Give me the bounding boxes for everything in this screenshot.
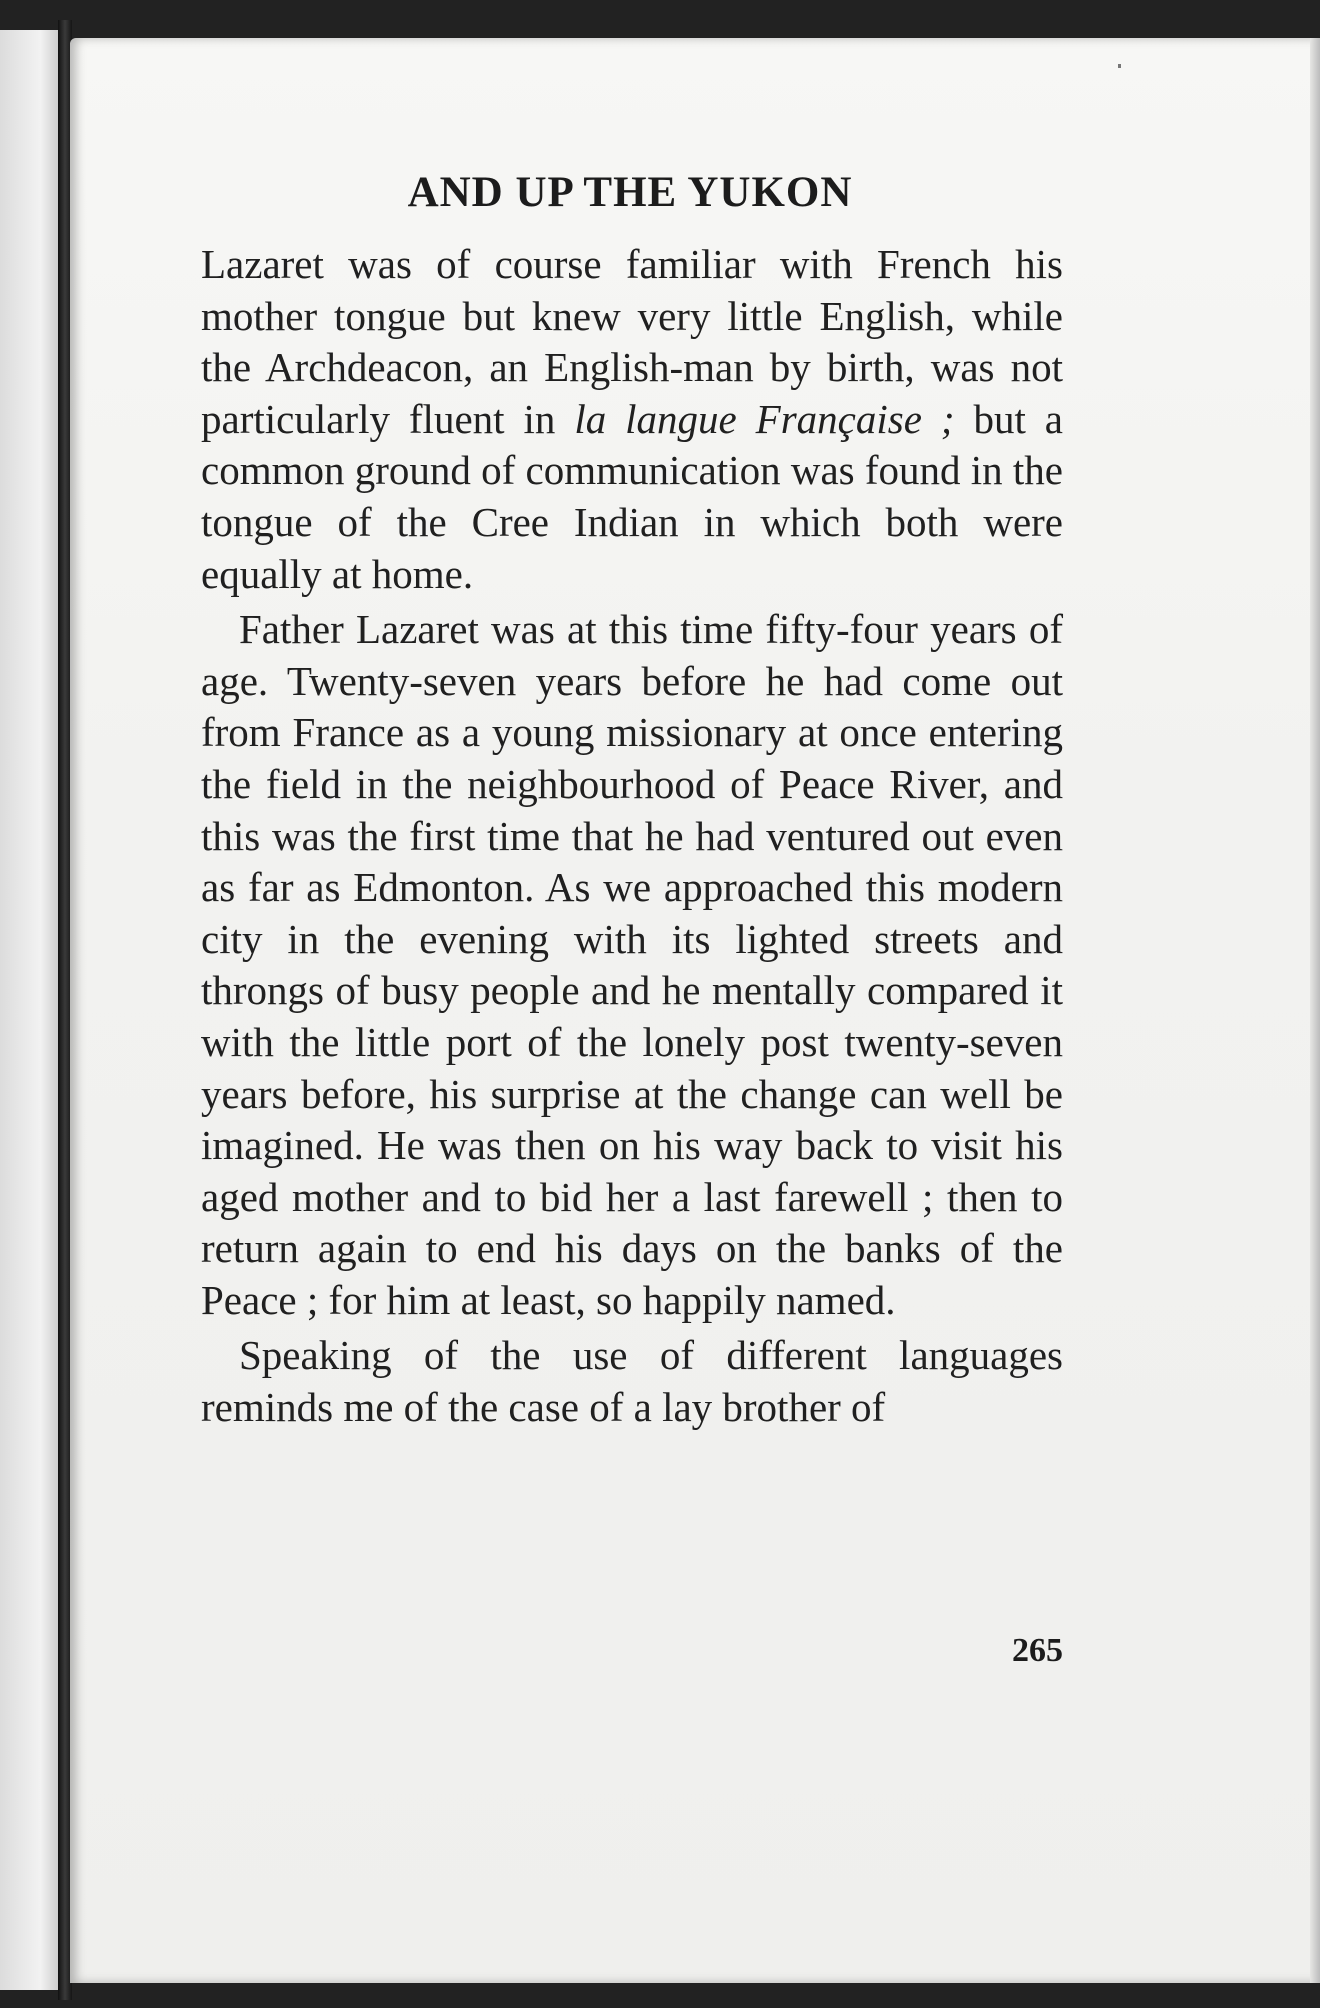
- paragraph-1-text-b: but a common ground of communication was found in the tongue of the Cree Indian in which both were equally at home.: [201, 395, 1063, 597]
- facing-page-edge: [0, 30, 60, 1990]
- running-head: AND UP THE YUKON: [407, 169, 853, 216]
- paragraph-1-italic-phrase: la langue Française ;: [574, 395, 955, 442]
- paragraph-2: Father Lazaret was at this time fifty-four years of age. Twenty-seven years before he had come out from France as a young missionary at once entering the field in the neighbourhood of Peace River, and this was the first time that he had ventured out even as far as Edmonton. As we approached this modern city in the evening with its lighted streets and throngs of busy people and he mentally compared it with the little port of the lonely post twenty-seven years before, his surprise at the change can well be imagined. He was then on his way back to visit his aged mother and to bid her a last farewell ; then to return again to end his days on the banks of the Peace ; for him at least, so happily named.: [201, 606, 1063, 1323]
- paragraph-3: Speaking of the use of different languages reminds me of the case of a lay brother of: [201, 1332, 1063, 1431]
- page-edge: [1310, 38, 1320, 1983]
- paragraph-1-text-a: Lazaret was of course familiar with French his mother tongue but knew very little English, while the Archdeacon, an English-man by birth, was not particularly fluent in: [201, 241, 1063, 442]
- paragraph-1: [201, 239, 1063, 600]
- dust-speck: [1118, 64, 1121, 68]
- page-number: 265: [1012, 1632, 1063, 1669]
- body-text: [201, 239, 1063, 1438]
